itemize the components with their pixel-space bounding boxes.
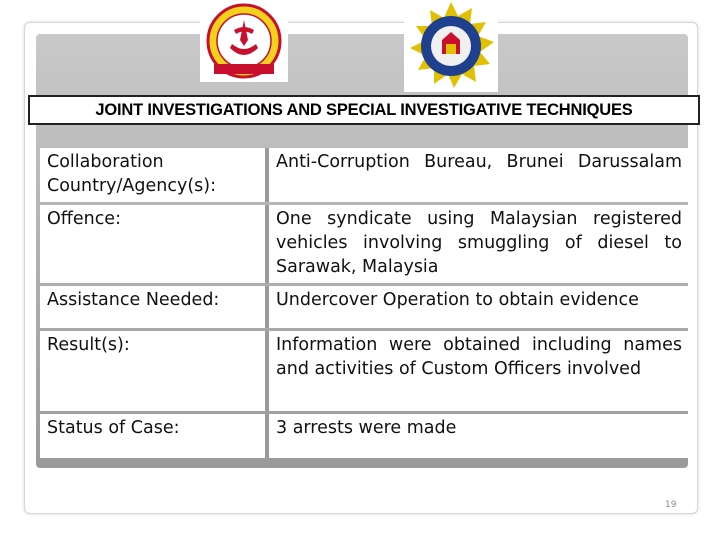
table-row <box>40 286 690 328</box>
offence-label: Offence: <box>40 205 269 283</box>
page-number: 19 <box>665 500 677 510</box>
status-label: Status of Case: <box>40 414 269 458</box>
assistance-value: Undercover Operation to obtain evidence <box>269 286 690 328</box>
collaboration-label: Collaboration Country/Agency(s): <box>40 148 269 202</box>
table-row <box>40 205 690 283</box>
malaysia-macc-seal-logo <box>404 0 498 92</box>
offence-value: One syndicate using Malaysian registered vehicles involving smuggling of diesel to Sarawak, Malaysia <box>269 205 690 283</box>
result-label: Result(s): <box>40 331 269 411</box>
brunei-emblem-logo <box>200 0 288 82</box>
table-row <box>40 331 690 411</box>
assistance-label: Assistance Needed: <box>40 286 269 328</box>
collaboration-value: Anti-Corruption Bureau, Brunei Darussalam <box>269 148 690 202</box>
table-row <box>40 414 690 458</box>
case-details-table <box>40 145 690 461</box>
slide-title: JOINT INVESTIGATIONS AND SPECIAL INVESTIGATIVE TECHNIQUES <box>28 95 700 125</box>
result-value: Information were obtained including names and activities of Custom Officers involved <box>269 331 690 411</box>
table-row <box>40 148 690 202</box>
status-value: 3 arrests were made <box>269 414 690 458</box>
